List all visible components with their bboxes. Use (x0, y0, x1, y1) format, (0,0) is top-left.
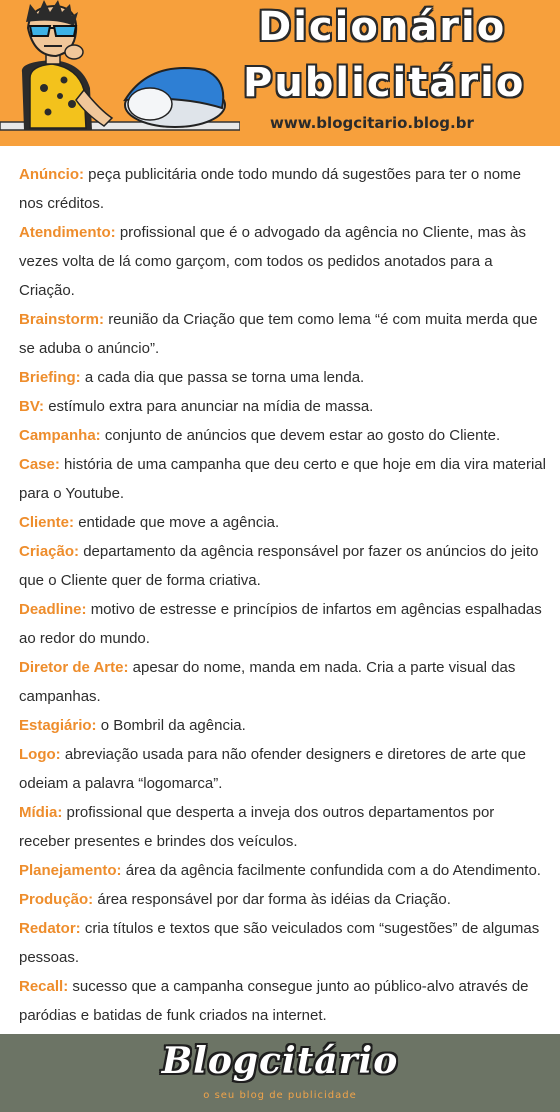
glossary-entry (19, 914, 549, 972)
glossary-definition: a cada dia que passa se torna uma lenda. (84, 369, 365, 386)
glossary-definition: sucesso que a campanha consegue junto ao público-alvo através de paródias e batidas de funk criados na internet. (19, 978, 529, 1024)
glossary-definition: motivo de estresse e princípios de infartos em agências espalhadas ao redor do mundo. (19, 601, 542, 647)
glossary-definition: reunião da Criação que tem como lema “é com muita merda que se aduba o anúncio”. (19, 311, 538, 357)
glossary-entry (19, 363, 549, 392)
glossary-entry (19, 421, 549, 450)
glossary-term: Case: (19, 456, 60, 473)
blog-tagline: o seu blog de publicidade (203, 1090, 357, 1101)
glossary-entry (19, 595, 549, 653)
glossary-entry (19, 653, 549, 711)
header-banner (0, 0, 560, 146)
glossary-entry (19, 885, 549, 914)
glossary-entry (19, 305, 549, 363)
glossary-term: Redator: (19, 920, 81, 937)
site-url: www.blogcitario.blog.br (270, 114, 474, 132)
glossary-entry (19, 160, 549, 218)
glossary-entry (19, 218, 549, 305)
glossary-entry (19, 450, 549, 508)
glossary-term: Mídia: (19, 804, 63, 821)
glossary-term: Deadline: (19, 601, 87, 618)
glossary-entry (19, 972, 549, 1030)
glossary-list (19, 160, 549, 1030)
glossary-term: Brainstorm: (19, 311, 105, 328)
glossary-definition: área responsável por dar forma às idéias da Criação. (97, 891, 451, 908)
glossary-definition: peça publicitária onde todo mundo dá sugestões para ter o nome nos créditos. (19, 166, 521, 212)
glossary-entry (19, 740, 549, 798)
glossary-definition: estímulo extra para anunciar na mídia de massa. (48, 398, 374, 415)
glossary-term: BV: (19, 398, 45, 415)
glossary-entry (19, 508, 549, 537)
page-title-line-2: Publicitário (243, 60, 526, 106)
glossary-definition: cria títulos e textos que são veiculados com “sugestões” de algumas pessoas. (19, 920, 540, 966)
glossary-entry (19, 798, 549, 856)
glossary-term: Criação: (19, 543, 80, 560)
glossary-definition: apesar do nome, manda em nada. Cria a parte visual das campanhas. (19, 659, 516, 705)
glossary-entry (19, 537, 549, 595)
footer (0, 1034, 560, 1112)
glossary-definition: profissional que é o advogado da agência no Cliente, mas às vezes volta de lá como garçom, com todos os pedidos anotados para a Criação. (19, 224, 526, 299)
glossary-definition: história de uma campanha que deu certo e que hoje em dia vira material para o Youtube. (19, 456, 546, 502)
glossary-term: Diretor de Arte: (19, 659, 129, 676)
glossary-definition: área da agência facilmente confundida com a do Atendimento. (125, 862, 541, 879)
glossary-term: Anúncio: (19, 166, 84, 183)
glossary-definition: departamento da agência responsável por fazer os anúncios do jeito que o Cliente quer de forma criativa. (19, 543, 539, 589)
glossary-entry (19, 711, 549, 740)
glossary-definition: abreviação usada para não ofender designers e diretores de arte que odeiam a palavra “logomarca”. (19, 746, 526, 792)
glossary-term: Atendimento: (19, 224, 116, 241)
glossary-term: Campanha: (19, 427, 101, 444)
glossary-definition: entidade que move a agência. (78, 514, 280, 531)
page-title-line-1: Dicionário (258, 4, 507, 50)
mascot-illustration-icon (0, 0, 240, 146)
glossary-term: Estagiário: (19, 717, 97, 734)
glossary-term: Logo: (19, 746, 61, 763)
glossary-entry (19, 392, 549, 421)
glossary-term: Produção: (19, 891, 94, 908)
glossary-term: Briefing: (19, 369, 81, 386)
glossary-entry (19, 856, 549, 885)
glossary-definition: profissional que desperta a inveja dos outros departamentos por receber presentes e brindes dos veículos. (19, 804, 495, 850)
glossary-term: Cliente: (19, 514, 75, 531)
glossary-term: Recall: (19, 978, 69, 995)
glossary-term: Planejamento: (19, 862, 122, 879)
blog-logo: Blogcitário (161, 1040, 399, 1082)
glossary-definition: conjunto de anúncios que devem estar ao gosto do Cliente. (104, 427, 501, 444)
glossary-definition: o Bombril da agência. (100, 717, 246, 734)
